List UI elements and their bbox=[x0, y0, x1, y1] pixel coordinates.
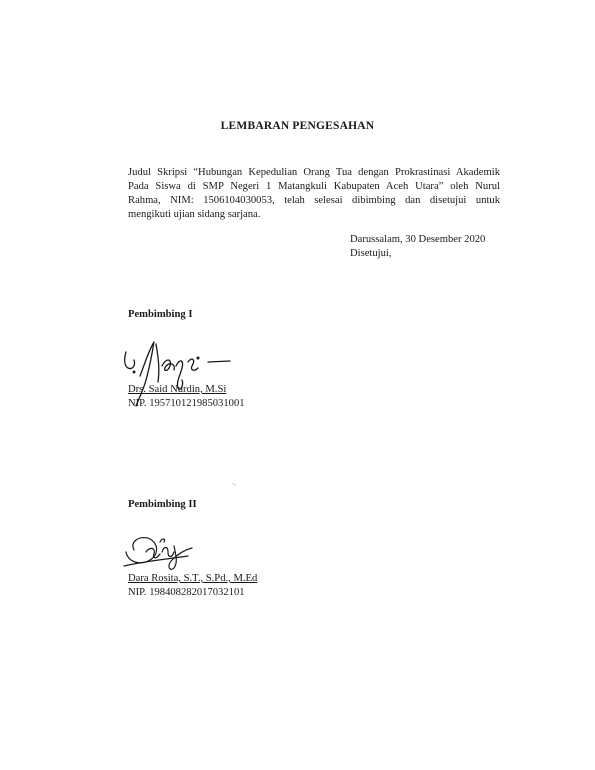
approved-label: Disetujui, bbox=[350, 248, 392, 259]
place-date: Darussalam, 30 Desember 2020 bbox=[350, 234, 486, 245]
supervisor-2-nip: NIP. 198408282017032101 bbox=[128, 587, 245, 598]
body-line: Judul Skripsi “Hubungan Kepedulian Orang Tua dengan Prokrastinasi Akademik bbox=[128, 167, 500, 178]
page-title: LEMBARAN PENGESAHAN bbox=[220, 120, 375, 132]
supervisor-1-name: Drs. Said Nurdin, M.Si bbox=[128, 384, 227, 395]
supervisor-2-label: Pembimbing II bbox=[128, 499, 197, 510]
supervisor-1-nip: NIP. 195710121985031001 bbox=[128, 398, 245, 409]
supervisor-2-signature bbox=[120, 522, 200, 572]
body-paragraph bbox=[128, 166, 500, 222]
supervisor-2-name: Dara Rosita, S.T., S.Pd., M.Ed bbox=[128, 573, 258, 584]
body-line: Rahma, NIM: 1506104030053, telah selesai dibimbing dan disetujui untuk bbox=[128, 195, 500, 206]
body-line: Pada Siswa di SMP Negeri 1 Matangkuli Kabupaten Aceh Utara” oleh Nurul bbox=[128, 181, 500, 192]
body-line: mengikuti ujian sidang sarjana. bbox=[128, 209, 261, 220]
supervisor-1-label: Pembimbing I bbox=[128, 309, 193, 320]
scan-speck bbox=[232, 483, 236, 486]
